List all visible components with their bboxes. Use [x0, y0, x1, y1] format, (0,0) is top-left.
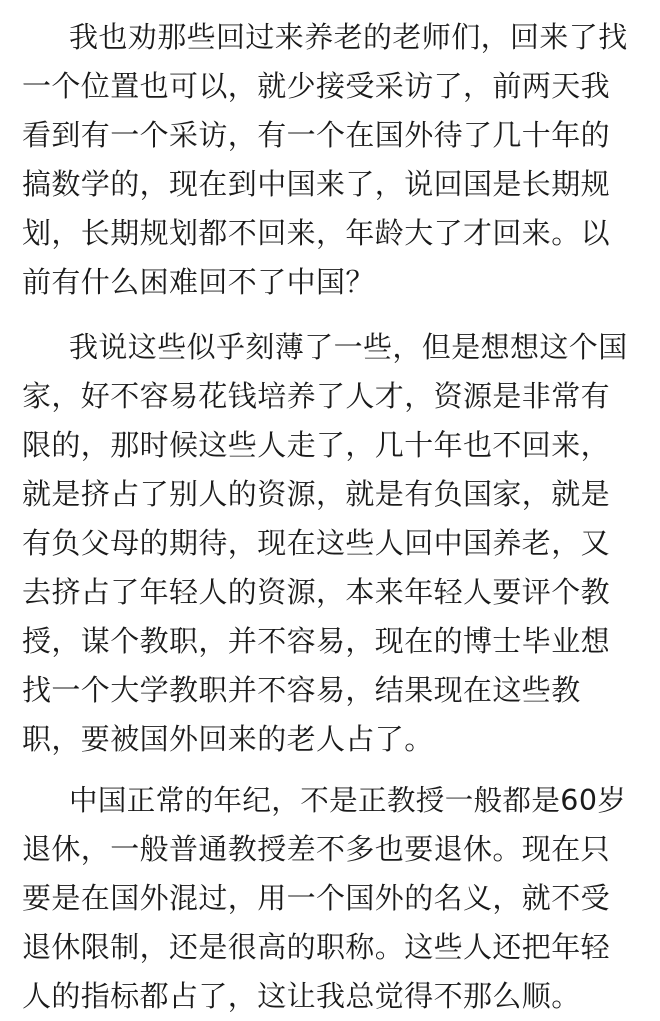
- text-line: 就是挤占了别人的资源，就是有负国家，就是: [22, 477, 611, 511]
- text-line: 限的，那时候这些人走了，几十年也不回来，: [22, 428, 611, 462]
- paragraph-3: [22, 776, 634, 1021]
- paragraph-2: [22, 323, 634, 764]
- paragraph-1: [22, 13, 634, 307]
- text-line: 前有什么困难回不了中国？: [22, 265, 375, 299]
- text-line: 一个位置也可以，就少接受采访了，前两天我: [22, 69, 611, 103]
- text-line: 划，长期规划都不回来，年龄大了才回来。以: [22, 216, 611, 250]
- text-line: 我说这些似乎刻薄了一些，但是想想这个国: [69, 330, 628, 364]
- text-line: 要是在国外混过，用一个国外的名义，就不受: [22, 881, 611, 915]
- text-line: 搞数学的，现在到中国来了，说回国是长期规: [22, 167, 611, 201]
- text-line: 中国正常的年纪，不是正教授一般都是60岁: [69, 784, 627, 817]
- text-line: 人的指标都占了，这让我总觉得不那么顺。: [22, 979, 581, 1013]
- text-line: 找一个大学教职并不容易，结果现在这些教: [22, 673, 581, 707]
- text-line: 退休限制，还是很高的职称。这些人还把年轻: [22, 930, 611, 964]
- text-line: 去挤占了年轻人的资源，本来年轻人要评个教: [22, 575, 611, 609]
- text-line: 有负父母的期待，现在这些人回中国养老，又: [22, 526, 611, 560]
- text-line: 我也劝那些回过来养老的老师们，回来了找: [69, 20, 628, 54]
- text-line: 看到有一个采访，有一个在国外待了几十年的: [22, 118, 611, 152]
- text-line: 职，要被国外回来的老人占了。: [22, 722, 434, 756]
- text-line: 家，好不容易花钱培养了人才，资源是非常有: [22, 379, 611, 413]
- text-line: 授，谋个教职，并不容易，现在的博士毕业想: [22, 624, 611, 658]
- text-line: 退休，一般普通教授差不多也要退休。现在只: [22, 832, 611, 866]
